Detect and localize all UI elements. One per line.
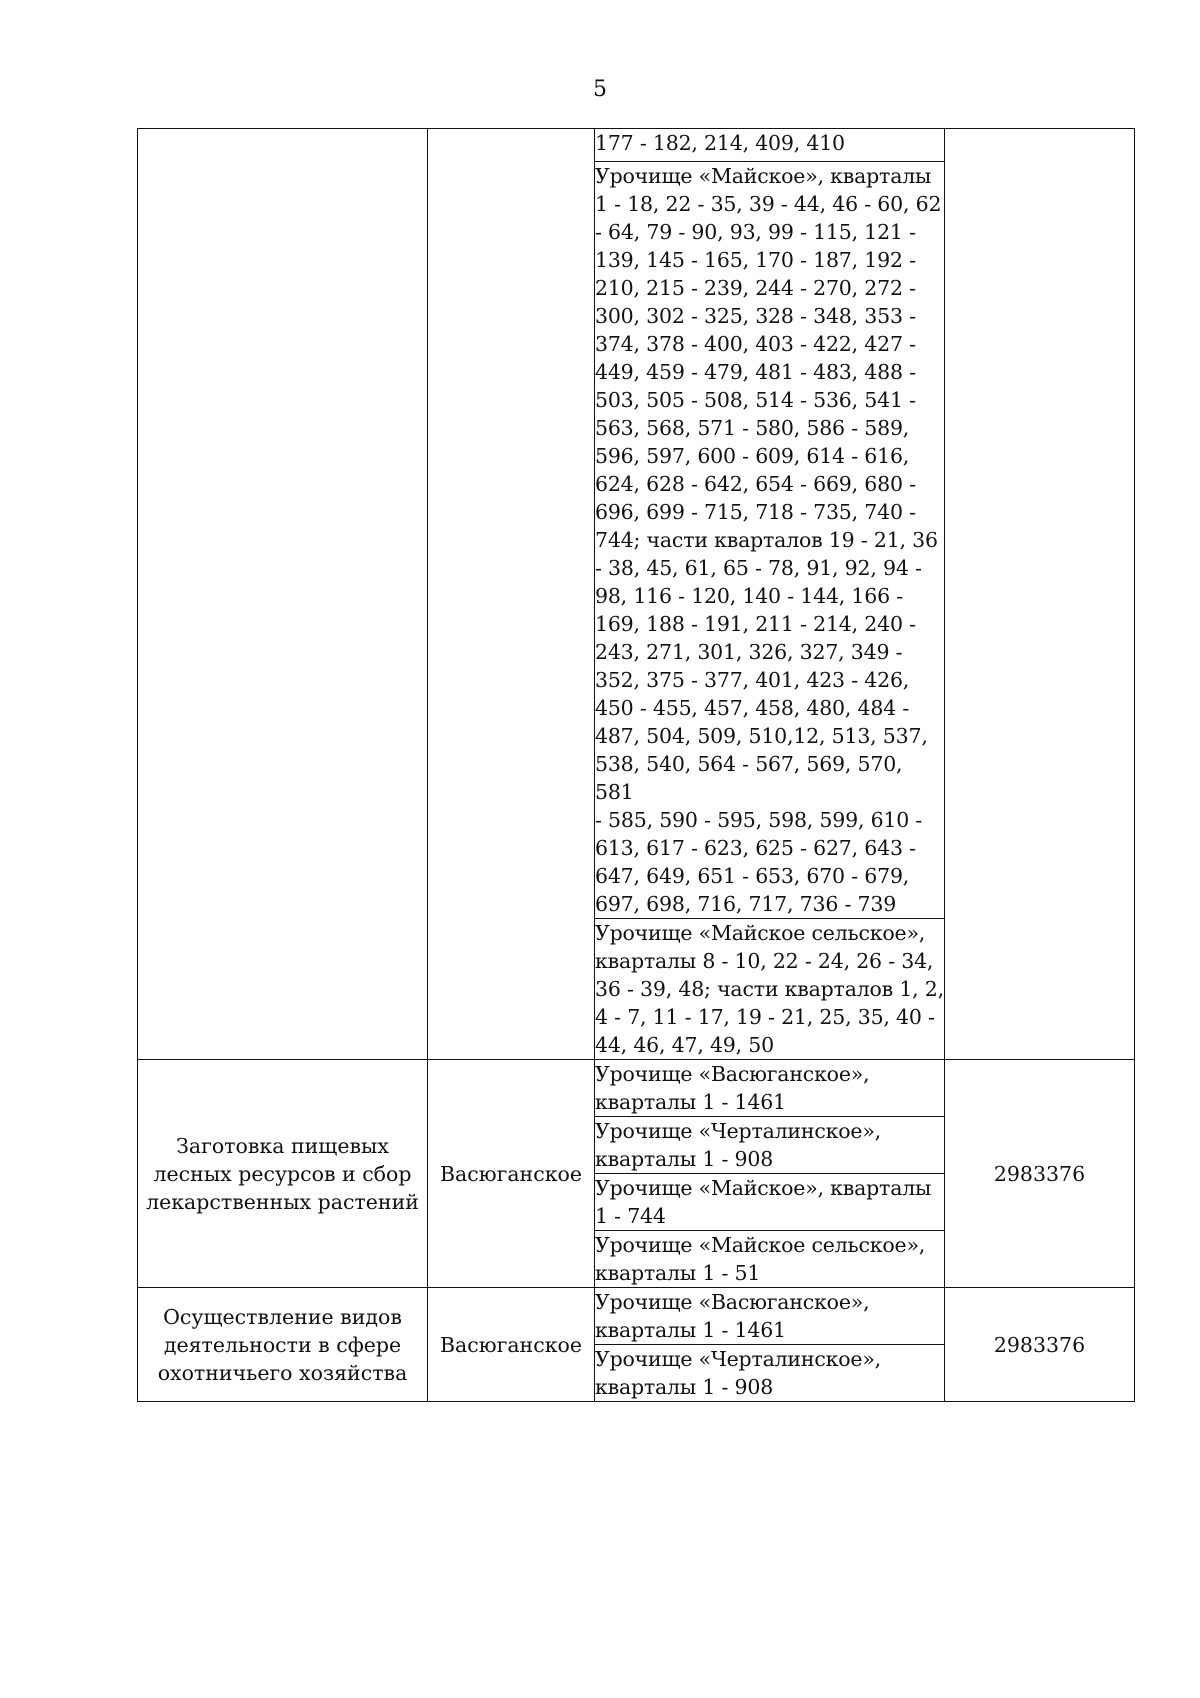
- activity-cell: Заготовка пищевых лесных ресурсов и сбор лекарственных растений: [138, 1060, 428, 1288]
- table-row: [138, 129, 1135, 162]
- tract-cell: Урочище «Майское сельское», кварталы 8 - 10, 22 - 24, 26 - 34, 36 - 39, 48; части кварталов 1, 2, 4 - 7, 11 - 17, 19 - 21, 25, 35, 40 - 44, 46, 47, 49, 50: [595, 919, 945, 1060]
- tract-cell: Урочище «Майское сельское», кварталы 1 - 51: [595, 1231, 945, 1288]
- tract-cell: Урочище «Черталинское», кварталы 1 - 908: [595, 1117, 945, 1174]
- forestry-cell: Васюганское: [428, 1288, 595, 1402]
- table-row: [138, 1060, 1135, 1117]
- tract-cell: Урочище «Черталинское», кварталы 1 - 908: [595, 1345, 945, 1402]
- forestry-cell: Васюганское: [428, 1060, 595, 1288]
- tract-cell: Урочище «Майское», кварталы 1 - 744: [595, 1174, 945, 1231]
- activity-cell: Осуществление видов деятельности в сфере охотничьего хозяйства: [138, 1288, 428, 1402]
- leases-table: [137, 128, 1135, 1402]
- tract-cell: Урочище «Васюганское», кварталы 1 - 1461: [595, 1288, 945, 1345]
- tract-cell: Урочище «Майское», кварталы 1 - 18, 22 - 35, 39 - 44, 46 - 60, 62 - 64, 79 - 90, 93, 99 - 115, 121 - 139, 145 - 165, 170 - 187, 192 - 210, 215 - 239, 244 - 270, 272 - 300, 302 - 325, 328 - 348, 353 - 374, 378 - 400, 403 - 422, 427 - 449, 459 - 479, 481 - 483, 488 - 503, 505 - 508, 514 - 536, 541 - 563, 568, 571 - 580, 586 - 589, 596, 597, 600 - 609, 614 - 616, 624, 628 - 642, 654 - 669, 680 - 696, 699 - 715, 718 - 735, 740 - 744; части кварталов 19 - 21, 36 - 38, 45, 61, 65 - 78, 91, 92, 94 - 98, 116 - 120, 140 - 144, 166 - 169, 188 - 191, 211 - 214, 240 - 243, 271, 301, 326, 327, 349 - 352, 375 - 377, 401, 423 - 426, 450 - 455, 457, 458, 480, 484 - 487, 504, 509, 510,12, 513, 537, 538, 540, 564 - 567, 569, 570, 581 - 585, 590 - 595, 598, 599, 610 - 613, 617 - 623, 625 - 627, 643 - 647, 649, 651 - 653, 670 - 679, 697, 698, 716, 717, 736 - 739: [595, 162, 945, 919]
- page-number: 5: [593, 77, 607, 102]
- tract-cell: Урочище «Васюганское», кварталы 1 - 1461: [595, 1060, 945, 1117]
- forestry-cell-empty: [428, 129, 595, 1060]
- table-row: [138, 1288, 1135, 1345]
- area-cell-empty: [945, 129, 1135, 1060]
- area-cell: 2983376: [945, 1288, 1135, 1402]
- area-cell: 2983376: [945, 1060, 1135, 1288]
- activity-cell-empty: [138, 129, 428, 1060]
- tract-cell: 177 - 182, 214, 409, 410: [595, 129, 945, 162]
